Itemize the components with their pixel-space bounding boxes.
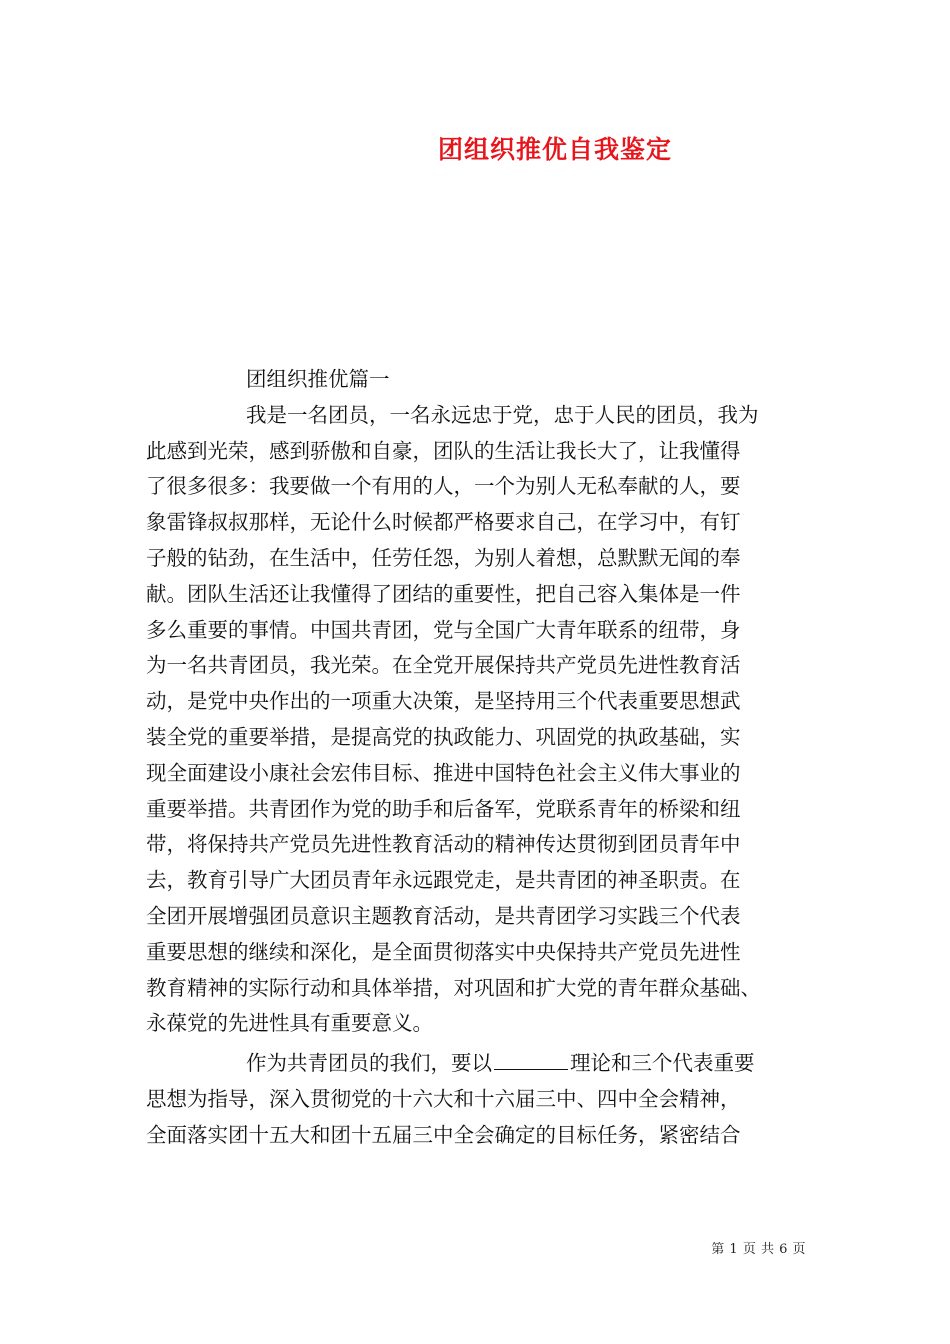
paragraph-line: 多么重要的事情。中国共青团，党与全国广大青年联系的纽带，身 [146, 617, 741, 642]
paragraph-line: 思想为指导，深入贯彻党的十六大和十六届三中、四中全会精神， [146, 1086, 741, 1111]
paragraph-line [146, 1046, 812, 1082]
paragraph-line: 子般的钻劲，在生活中，任劳任怨，为别人着想，总默默无闻的奉 [146, 545, 741, 570]
paragraph-2 [146, 1046, 812, 1082]
paragraph-2-continued [146, 1082, 812, 1154]
paragraph-2-start: 作为共青团员的我们，要以 [246, 1051, 492, 1076]
document-body [146, 362, 812, 1154]
paragraph-line: 动，是党中央作出的一项重大决策，是坚持用三个代表重要思想武 [146, 689, 741, 714]
paragraph-line: 此感到光荣，感到骄傲和自豪，团队的生活让我长大了，让我懂得 [146, 438, 741, 463]
paragraph-line: 重要思想的继续和深化，是全面贯彻落实中央保持共产党员先进性 [146, 939, 741, 964]
paragraph-line: 带，将保持共产党员先进性教育活动的精神传达贯彻到团员青年中 [146, 832, 741, 857]
section-heading: 团组织推优篇一 [246, 367, 390, 391]
paragraph-line: 现全面建设小康社会宏伟目标、推进中国特色社会主义伟大事业的 [146, 760, 741, 785]
paragraph-line: 永葆党的先进性具有重要意义。 [146, 1011, 433, 1036]
paragraph-line: 象雷锋叔叔那样，无论什么时候都严格要求自己，在学习中，有钉 [146, 510, 741, 535]
paragraph-line: 全团开展增强团员意识主题教育活动，是共青团学习实践三个代表 [146, 903, 741, 928]
paragraph-line: 去，教育引导广大团员青年永远跟党走，是共青团的神圣职责。在 [146, 868, 741, 893]
paragraph-line: 教育精神的实际行动和具体举措，对巩固和扩大党的青年群众基础、 [146, 975, 761, 1000]
paragraph-2-after-blank: 理论和三个代表重要 [570, 1051, 755, 1076]
paragraph-line: 我是一名团员，一名永远忠于党，忠于人民的团员，我为 [246, 402, 759, 427]
paragraph-line: 为一名共青团员，我光荣。在全党开展保持共产党员先进性教育活 [146, 653, 741, 678]
fill-in-blank [494, 1051, 568, 1070]
paragraph-line: 全面落实团十五大和团十五届三中全会确定的目标任务，紧密结合 [146, 1122, 741, 1147]
paragraph-1 [146, 398, 812, 434]
paragraph-line: 装全党的重要举措，是提高党的执政能力、巩固党的执政基础，实 [146, 724, 741, 749]
page-title: 团组织推优自我鉴定 [437, 135, 672, 164]
paragraph-line: 重要举措。共青团作为党的助手和后备军，党联系青年的桥梁和纽 [146, 796, 741, 821]
page-number: 第 1 页 共 6 页 [711, 1242, 806, 1257]
paragraph-line: 了很多很多：我要做一个有用的人，一个为别人无私奉献的人，要 [146, 474, 741, 499]
paragraph-1-continued [146, 434, 812, 1043]
paragraph-line: 献。团队生活还让我懂得了团结的重要性，把自己容入集体是一件 [146, 581, 741, 606]
